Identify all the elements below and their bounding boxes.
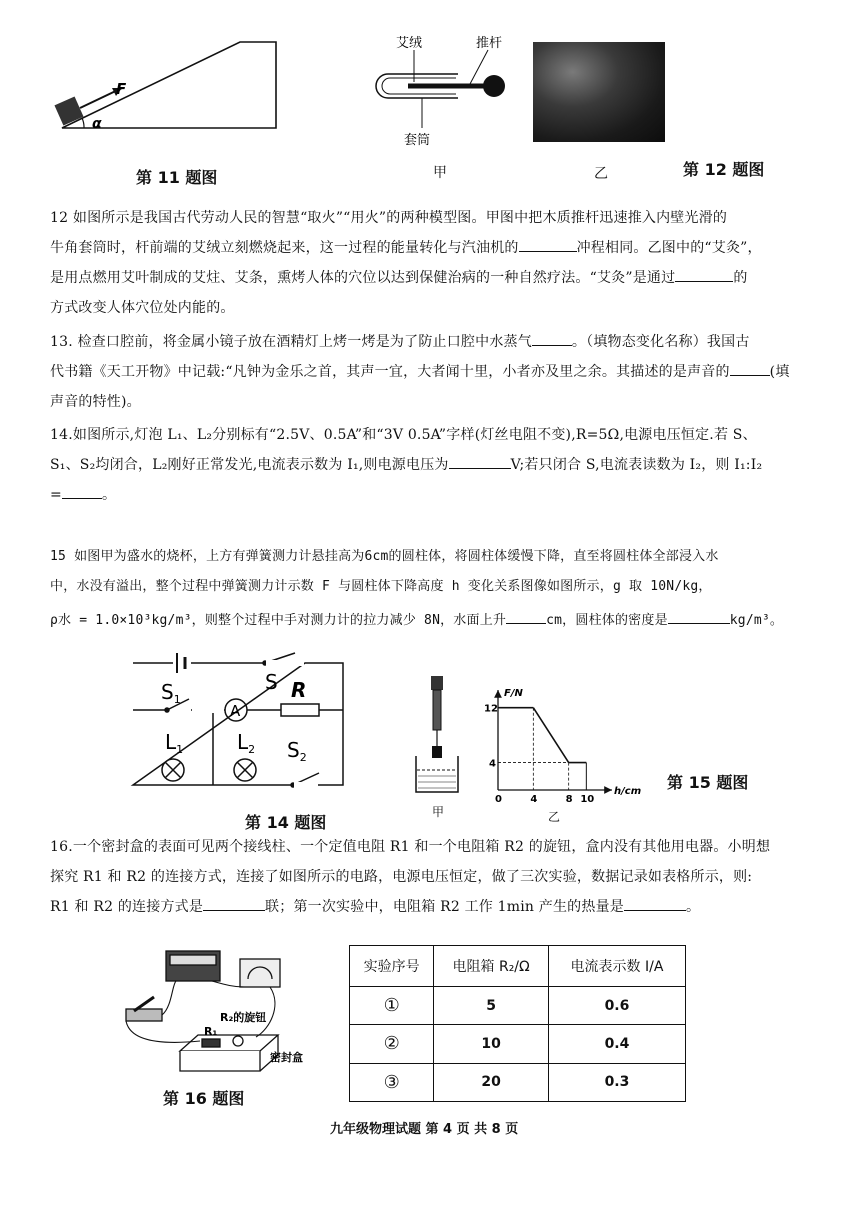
q13-line-2: 代书籍《天工开物》中记载:“凡钟为金乐之首，其声一宜，大者闻十里，小者亦及里之余。其描述的是声音的 (填 [50,357,820,387]
label-l1: $L_1$ [165,730,184,756]
wire-2 [212,981,244,987]
hand-shape [431,676,443,690]
table-row [350,987,686,1025]
x-tick-label: 8 [565,794,573,805]
label-box: 密封盒 [270,1051,303,1064]
q16-caption: 第 16 题图 [163,1089,245,1108]
switch-s1-gap [192,707,224,713]
q14-circuit-figure [125,645,355,800]
cell-current: 0.6 [548,987,685,1025]
label-rod: 推杆 [476,36,503,51]
knob-r2 [233,1036,243,1046]
q15-sub-a: 甲 [432,805,445,819]
q12-line-4: 方式改变人体穴位处内能的。 [50,300,235,316]
series-segment [533,708,568,763]
header-resistance: 电阻箱 R₂/Ω [434,946,549,987]
x-axis-label: h/cm [614,786,642,797]
question-15 [50,542,820,636]
q15-line-3: ρ水 = 1.0×10³kg/m³，则整个过程中手对测力计的拉力减少 8N，水面上升 cm，圆柱体的密度是 kg/m³。 [50,606,820,636]
q14-caption: 第 14 题图 [245,813,327,832]
cylinder [432,746,442,758]
q14-line-2: S₁、S₂均闭合，L₂刚好正常发光,电流表示数为 I₁,则电源电压为 V;若只闭合 S,电流表读数为 I₂，则 I₁:I₂ [50,450,820,480]
leader-rod [470,50,488,84]
q14-blank-2[interactable] [62,484,102,499]
label-knob: R₂的旋钮 [220,1011,267,1024]
spring-scale [433,690,441,730]
label-s: S [265,670,278,694]
q14-blank-1[interactable] [449,454,511,469]
x-tick-label: 0 [495,794,502,805]
q12-blank-1[interactable] [519,237,577,252]
cell-current: 0.4 [548,1025,685,1063]
q13-blank-1[interactable] [532,331,572,346]
wire-4 [126,1021,200,1042]
q15-sub-b: 乙 [548,810,561,824]
q16-line-2: 探究 R1 和 R2 的连接方式，连接了如图所示的电路，电源电压恒定，做了三次实验，数据记录如表格所示，则: [50,869,753,885]
q12-fire-piston-figure [370,32,520,157]
resistor-r1 [202,1039,220,1047]
rod-knob [483,75,505,97]
y-axis-label: F/N [504,688,523,699]
angle-label: α [92,116,102,132]
label-sleeve: 套筒 [404,133,431,148]
q15-blank-1[interactable] [506,609,546,624]
q13-blank-2[interactable] [730,361,770,376]
beaker [416,756,458,792]
label-r1: R₁ [204,1025,218,1038]
x-tick-label: 4 [530,794,538,805]
q12-line-3: 是用点燃用艾叶制成的艾炷、艾条，熏烤人体的穴位以达到保健治病的一种自然疗法。“艾灸”是通过 的 [50,263,820,293]
label-l2: $L_2$ [237,730,256,756]
q16-apparatus-figure [120,945,330,1085]
q12-line-1: 12 如图所示是我国古代劳动人民的智慧“取火”“用火”的两种模型图。甲图中把木质推杆迅速推入内壁光滑的 [50,210,728,226]
q15-caption: 第 15 题图 [667,773,749,792]
q16-data-table [349,945,686,1102]
y-tick-label: 12 [484,703,498,715]
cell-trial: ① [350,987,434,1025]
cell-resistance: 10 [434,1025,549,1063]
label-ammeter: A [230,702,241,720]
q13-line-1: 13. 检查口腔前，将金属小镜子放在酒精灯上烤一烤是为了防止口腔中水蒸气 。（填物态变化名称）我国古 [50,327,820,357]
cell-trial: ③ [350,1063,434,1101]
label-s1: $S_1$ [161,680,181,706]
q14-line-1: 14.如图所示,灯泡 L₁、L₂分别标有“2.5V、0.5A”和“3V 0.5A”字样(灯丝电阻不变),R=5Ω,电源电压恒定.若 S、 [50,427,757,443]
header-trial: 实验序号 [350,946,434,987]
q12-line-2: 牛角套筒时，杆前端的艾绒立刻燃烧起来，这一过程的能量转化与汽油机的 冲程相同。乙图中的“艾灸”， [50,233,820,263]
page-footer: 九年级物理试题 第 4 页 共 8 页 [330,1122,519,1137]
q15-fh-chart [482,682,642,810]
question-13 [50,327,820,417]
switch-base [126,1009,162,1021]
switch-s-gap [266,660,304,666]
label-felt: 艾绒 [396,36,423,51]
q12-sub-a: 甲 [433,165,447,181]
q14-line-3: = 。 [50,480,820,510]
q13-line-3: 声音的特性)。 [50,394,141,410]
question-14 [50,420,820,510]
y-tick-label: 4 [489,758,496,770]
q12-sub-b: 乙 [594,166,608,182]
q16-line-1: 16.一个密封盒的表面可见两个接线柱、一个定值电阻 R1 和一个电阻箱 R2 的旋钮，盒内没有其他用电器。小明想 [50,839,771,855]
header-current: 电流表示数 I/A [548,946,685,987]
sealed-box [180,1035,278,1051]
block-shape [54,96,83,125]
q16-line-3: R1 和 R2 的连接方式是 联；第一次实验中，电阻箱 R2 工作 1min 产生的热量是 。 [50,892,820,922]
cell-trial: ② [350,1025,434,1063]
cell-resistance: 5 [434,987,549,1025]
q15-blank-2[interactable] [668,609,730,624]
sealed-box-front [180,1051,260,1071]
table-header-row [350,946,686,987]
cell-current: 0.3 [548,1063,685,1101]
x-tick-label: 10 [580,794,595,805]
q15-line-1: 15 如图甲为盛水的烧杯，上方有弹簧测力计悬挂高为6cm的圆柱体，将圆柱体缓慢下降，直至将圆柱体全部浸入水 [50,549,719,564]
cell-resistance: 20 [434,1063,549,1101]
power-supply-face [170,955,216,965]
question-16 [50,832,820,922]
q16-blank-1[interactable] [203,896,265,911]
q15-beaker-figure [408,672,468,800]
ammeter-device [240,959,280,987]
moxibustion-photo [533,42,665,142]
q11-caption: 第 11 题图 [136,168,218,187]
question-12 [50,203,820,323]
angle-arc [82,118,84,128]
wire-1 [162,981,176,1015]
table-row [350,1025,686,1063]
q12-blank-2[interactable] [675,267,733,282]
label-s2: $S_2$ [287,738,307,764]
q15-line-2: 中，水没有溢出，整个过程中弹簧测力计示数 F 与圆柱体下降高度 h 变化关系图像如图所示，g 取 10N/kg， [50,579,712,594]
switch-s2-gap [294,782,318,788]
table-row [350,1063,686,1101]
label-r: R [291,678,307,702]
resistor-symbol [281,704,319,716]
q12-caption: 第 12 题图 [683,160,765,179]
q11-incline-figure [50,36,290,136]
force-label: F [116,80,127,98]
q16-blank-2[interactable] [624,896,686,911]
